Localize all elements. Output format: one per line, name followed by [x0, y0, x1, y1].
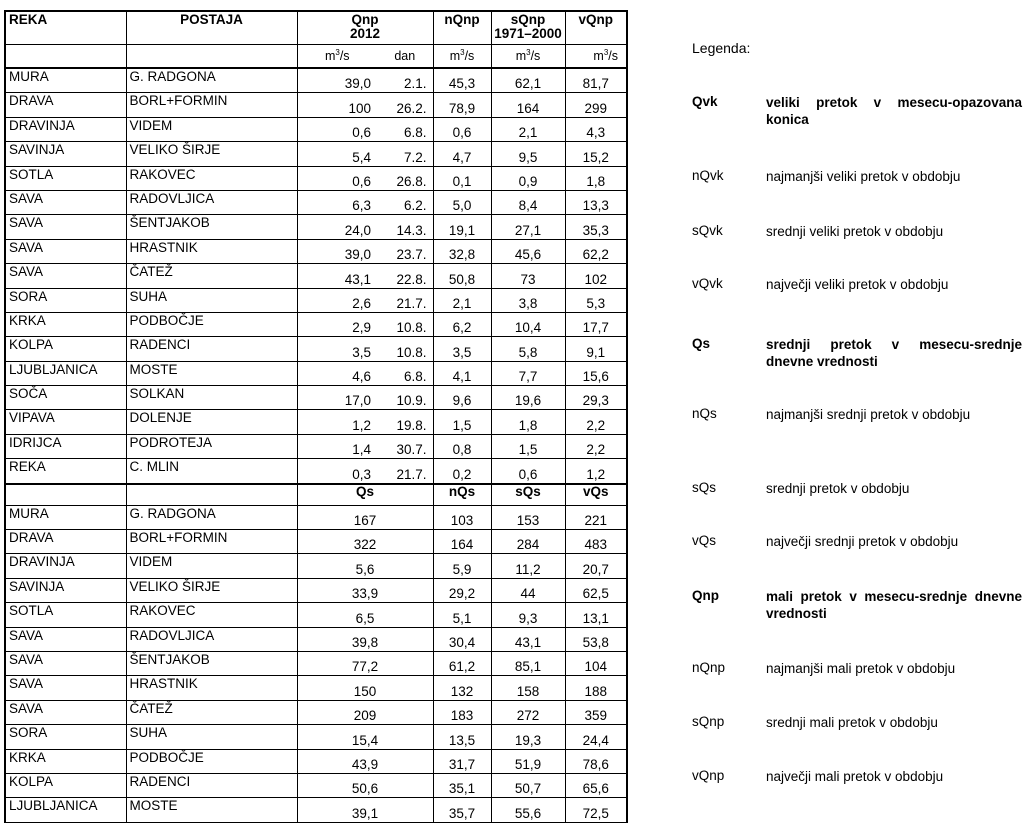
cell-postaja: SUHA [126, 288, 297, 312]
header-qnp-year: 2012 [349, 26, 381, 41]
cell-nqnp: 19,1 [433, 215, 491, 239]
header-qs: Qs [297, 484, 433, 506]
cell-vqs: 483 [565, 530, 627, 554]
qs-rows [5, 505, 627, 822]
cell-vqnp: 9,1 [565, 337, 627, 361]
cell-dan: 21.7. [377, 288, 433, 312]
cell-postaja: MOSTE [126, 361, 297, 385]
cell-qs: 15,4 [297, 725, 433, 749]
cell-dan: 10.8. [377, 312, 433, 336]
cell-sqnp: 45,6 [491, 239, 565, 263]
header-vqnp: vQnp [565, 11, 627, 45]
cell-nqnp: 9,6 [433, 386, 491, 410]
cell-qs: 167 [297, 505, 433, 529]
legend-description: srednji pretok v mesecu-srednje dnevne vrednosti [766, 337, 1022, 369]
cell-vqnp: 35,3 [565, 215, 627, 239]
cell-vqs: 65,6 [565, 773, 627, 797]
cell-postaja: HRASTNIK [126, 239, 297, 263]
cell-reka: KRKA [5, 312, 126, 336]
unit-m: m [515, 49, 527, 63]
cell-sqnp: 3,8 [491, 288, 565, 312]
header-nqnp: nQnp [433, 11, 491, 45]
qs-header-blank [126, 484, 297, 506]
legend-code: vQnp [692, 768, 725, 783]
legend-code: Qvk [692, 94, 718, 109]
cell-qs: 209 [297, 700, 433, 724]
cell-qnp: 2,6 [297, 288, 377, 312]
cell-reka: DRAVA [5, 93, 126, 117]
cell-postaja: HRASTNIK [126, 676, 297, 700]
cell-qnp: 1,4 [297, 434, 377, 458]
cell-vqnp: 1,8 [565, 166, 627, 190]
cell-sqnp: 27,1 [491, 215, 565, 239]
header-sqnp [491, 11, 565, 45]
cell-sqnp: 2,1 [491, 117, 565, 141]
cell-nqnp: 4,1 [433, 361, 491, 385]
cell-nqnp: 0,1 [433, 166, 491, 190]
cell-nqnp: 32,8 [433, 239, 491, 263]
cell-qnp: 0,6 [297, 117, 377, 141]
cell-sqnp: 8,4 [491, 190, 565, 214]
cell-reka: SOTLA [5, 603, 126, 627]
cell-qnp: 100 [297, 93, 377, 117]
unit-s: /s [608, 49, 618, 63]
cell-postaja: MOSTE [126, 798, 297, 822]
cell-nqnp: 45,3 [433, 68, 491, 93]
cell-postaja: ŠENTJAKOB [126, 651, 297, 675]
cell-nqs: 5,9 [433, 554, 491, 578]
cell-qnp: 39,0 [297, 68, 377, 93]
cell-nqnp: 0,6 [433, 117, 491, 141]
legend-code: vQs [692, 533, 717, 548]
legend-description: mali pretok v mesecu-srednje dnevne vrednosti [766, 589, 1022, 621]
cell-sqs: 19,3 [491, 725, 565, 749]
cell-vqs: 53,8 [565, 627, 627, 651]
header-sqnp-label: sQnp [510, 12, 546, 27]
cell-dan: 30.7. [377, 434, 433, 458]
cell-vqnp: 299 [565, 93, 627, 117]
cell-vqnp: 13,3 [565, 190, 627, 214]
table-row [5, 142, 627, 166]
cell-qnp: 2,9 [297, 312, 377, 336]
cell-postaja: RADENCI [126, 337, 297, 361]
cell-sqnp: 0,9 [491, 166, 565, 190]
cell-reka: REKA [5, 459, 126, 484]
cell-nqs: 31,7 [433, 749, 491, 773]
cell-sqs: 50,7 [491, 773, 565, 797]
cell-vqs: 221 [565, 505, 627, 529]
cell-qnp: 6,3 [297, 190, 377, 214]
legend-description: srednji pretok v obdobju [766, 481, 910, 496]
cell-sqs: 43,1 [491, 627, 565, 651]
legend-description: najmanjši veliki pretok v obdobju [766, 169, 961, 184]
legend-description: srednji mali pretok v obdobju [766, 715, 938, 730]
cell-postaja: VIDEM [126, 554, 297, 578]
cell-postaja: G. RADGONA [126, 68, 297, 93]
table-row [5, 725, 627, 749]
table-row [5, 627, 627, 651]
cell-postaja: DOLENJE [126, 410, 297, 434]
cell-reka: SAVA [5, 239, 126, 263]
unit-s: /s [339, 49, 350, 63]
table-row [5, 312, 627, 336]
cell-nqs: 35,7 [433, 798, 491, 822]
cell-reka: SORA [5, 725, 126, 749]
legend-title: Legenda: [692, 40, 751, 56]
table-row [5, 361, 627, 385]
table-row [5, 505, 627, 529]
cell-postaja: VIDEM [126, 117, 297, 141]
cell-reka: SAVA [5, 264, 126, 288]
cell-vqs: 62,5 [565, 578, 627, 602]
cell-dan: 21.7. [377, 459, 433, 484]
cell-reka: SAVINJA [5, 142, 126, 166]
cell-postaja: PODBOČJE [126, 749, 297, 773]
cell-vqnp: 102 [565, 264, 627, 288]
cell-dan: 10.8. [377, 337, 433, 361]
cell-dan: 6.8. [377, 117, 433, 141]
header-reka: REKA [5, 11, 126, 45]
cell-reka: SAVINJA [5, 578, 126, 602]
table-row [5, 749, 627, 773]
qs-header-row [5, 484, 627, 506]
cell-qs: 77,2 [297, 651, 433, 675]
table-row [5, 459, 627, 484]
cell-sqnp: 62,1 [491, 68, 565, 93]
qnp-rows [5, 68, 627, 484]
cell-vqs: 78,6 [565, 749, 627, 773]
cell-qnp: 24,0 [297, 215, 377, 239]
cell-dan: 26.2. [377, 93, 433, 117]
cell-sqnp: 9,5 [491, 142, 565, 166]
cell-sqnp: 164 [491, 93, 565, 117]
table-units-row [5, 45, 627, 69]
table-row [5, 530, 627, 554]
cell-sqs: 85,1 [491, 651, 565, 675]
cell-reka: DRAVA [5, 530, 126, 554]
cell-vqnp: 4,3 [565, 117, 627, 141]
cell-vqnp: 1,2 [565, 459, 627, 484]
cell-postaja: VELIKO ŠIRJE [126, 142, 297, 166]
cell-postaja: SOLKAN [126, 386, 297, 410]
cell-postaja: BORL+FORMIN [126, 93, 297, 117]
table-row [5, 386, 627, 410]
unit-qnp [297, 45, 377, 69]
cell-nqs: 13,5 [433, 725, 491, 749]
cell-sqnp: 1,8 [491, 410, 565, 434]
cell-nqnp: 5,0 [433, 190, 491, 214]
table-header-row [5, 11, 627, 45]
cell-postaja: ČATEŽ [126, 700, 297, 724]
legend-description: največji mali pretok v obdobju [766, 769, 944, 784]
cell-reka: MURA [5, 505, 126, 529]
unit-sqnp [491, 45, 565, 69]
cell-qs: 39,8 [297, 627, 433, 651]
cell-reka: IDRIJCA [5, 434, 126, 458]
unit-s: /s [464, 49, 475, 63]
cell-vqnp: 15,6 [565, 361, 627, 385]
unit-s: /s [530, 49, 541, 63]
cell-nqs: 30,4 [433, 627, 491, 651]
cell-vqs: 72,5 [565, 798, 627, 822]
cell-reka: KOLPA [5, 337, 126, 361]
cell-sqs: 158 [491, 676, 565, 700]
cell-vqs: 104 [565, 651, 627, 675]
table-row [5, 166, 627, 190]
cell-sqnp: 1,5 [491, 434, 565, 458]
cell-sqnp: 7,7 [491, 361, 565, 385]
unit-exp: 3 [460, 48, 465, 57]
cell-reka: SORA [5, 288, 126, 312]
cell-qs: 150 [297, 676, 433, 700]
cell-vqs: 359 [565, 700, 627, 724]
cell-qs: 50,6 [297, 773, 433, 797]
cell-postaja: ŠENTJAKOB [126, 215, 297, 239]
legend-code: sQs [692, 480, 717, 495]
header-sqnp-period: 1971–2000 [494, 26, 562, 41]
table-row [5, 603, 627, 627]
cell-postaja: ČATEŽ [126, 264, 297, 288]
table-row [5, 554, 627, 578]
cell-qnp: 3,5 [297, 337, 377, 361]
header-sqs: sQs [491, 484, 565, 506]
cell-sqnp: 10,4 [491, 312, 565, 336]
cell-postaja: RADOVLJICA [126, 190, 297, 214]
cell-postaja: RAKOVEC [126, 603, 297, 627]
legend-code: nQnp [692, 660, 726, 675]
cell-sqs: 153 [491, 505, 565, 529]
cell-postaja: RADOVLJICA [126, 627, 297, 651]
header-nqs: nQs [433, 484, 491, 506]
unit-exp: 3 [603, 48, 609, 57]
legend-description: najmanjši srednji pretok v obdobju [766, 407, 971, 422]
cell-reka: SAVA [5, 215, 126, 239]
units-blank [5, 45, 126, 69]
cell-nqnp: 3,5 [433, 337, 491, 361]
cell-qnp: 0,6 [297, 166, 377, 190]
cell-dan: 23.7. [377, 239, 433, 263]
cell-nqs: 164 [433, 530, 491, 554]
cell-nqnp: 1,5 [433, 410, 491, 434]
table-row [5, 215, 627, 239]
table-row [5, 117, 627, 141]
cell-postaja: BORL+FORMIN [126, 530, 297, 554]
cell-qs: 5,6 [297, 554, 433, 578]
cell-reka: KRKA [5, 749, 126, 773]
cell-reka: SOTLA [5, 166, 126, 190]
cell-sqs: 44 [491, 578, 565, 602]
legend-code: Qnp [692, 588, 719, 603]
table-row [5, 651, 627, 675]
header-qnp-label: Qnp [351, 12, 379, 27]
cell-sqnp: 5,8 [491, 337, 565, 361]
cell-dan: 19.8. [377, 410, 433, 434]
table-row [5, 700, 627, 724]
table-row [5, 434, 627, 458]
cell-nqs: 103 [433, 505, 491, 529]
cell-reka: LJUBLJANICA [5, 798, 126, 822]
cell-dan: 26.8. [377, 166, 433, 190]
cell-reka: SAVA [5, 651, 126, 675]
cell-postaja: VELIKO ŠIRJE [126, 578, 297, 602]
legend-description: veliki pretok v mesecu-opazovana konica [766, 95, 1022, 127]
cell-sqs: 51,9 [491, 749, 565, 773]
cell-qs: 322 [297, 530, 433, 554]
cell-postaja: G. RADGONA [126, 505, 297, 529]
unit-m: m [324, 49, 336, 63]
unit-nqnp [433, 45, 491, 69]
cell-nqnp: 4,7 [433, 142, 491, 166]
cell-postaja: SUHA [126, 725, 297, 749]
cell-vqnp: 2,2 [565, 434, 627, 458]
legend-description: največji veliki pretok v obdobju [766, 277, 949, 292]
cell-sqnp: 73 [491, 264, 565, 288]
cell-vqnp: 2,2 [565, 410, 627, 434]
cell-qs: 43,9 [297, 749, 433, 773]
table-row [5, 239, 627, 263]
cell-sqs: 284 [491, 530, 565, 554]
cell-postaja: RADENCI [126, 773, 297, 797]
legend-code: vQvk [692, 276, 723, 291]
cell-nqnp: 50,8 [433, 264, 491, 288]
cell-nqs: 5,1 [433, 603, 491, 627]
cell-reka: SOČA [5, 386, 126, 410]
cell-vqnp: 17,7 [565, 312, 627, 336]
cell-vqnp: 81,7 [565, 68, 627, 93]
table-row [5, 798, 627, 822]
cell-reka: KOLPA [5, 773, 126, 797]
qs-header-blank [5, 484, 126, 506]
legend-code: sQvk [692, 223, 723, 238]
table-row [5, 68, 627, 93]
cell-sqs: 11,2 [491, 554, 565, 578]
unit-vqnp [565, 45, 627, 69]
legend-description: največji srednji pretok v obdobju [766, 534, 959, 549]
legend-description: najmanjši mali pretok v obdobju [766, 661, 956, 676]
cell-vqs: 20,7 [565, 554, 627, 578]
unit-exp: 3 [335, 48, 340, 57]
cell-nqs: 29,2 [433, 578, 491, 602]
cell-vqnp: 29,3 [565, 386, 627, 410]
unit-dan: dan [377, 45, 433, 69]
cell-qnp: 5,4 [297, 142, 377, 166]
cell-sqs: 272 [491, 700, 565, 724]
legend-code: sQnp [692, 714, 725, 729]
cell-qnp: 17,0 [297, 386, 377, 410]
cell-sqs: 55,6 [491, 798, 565, 822]
cell-qs: 33,9 [297, 578, 433, 602]
table-row [5, 773, 627, 797]
table-row [5, 288, 627, 312]
legend-code: nQvk [692, 168, 724, 183]
cell-dan: 6.2. [377, 190, 433, 214]
cell-reka: SAVA [5, 700, 126, 724]
legend-description: srednji veliki pretok v obdobju [766, 224, 944, 239]
cell-qnp: 4,6 [297, 361, 377, 385]
flow-table [4, 10, 628, 823]
cell-dan: 2.1. [377, 68, 433, 93]
table-row [5, 410, 627, 434]
cell-dan: 14.3. [377, 215, 433, 239]
cell-nqnp: 0,2 [433, 459, 491, 484]
cell-nqnp: 2,1 [433, 288, 491, 312]
cell-qnp: 43,1 [297, 264, 377, 288]
cell-dan: 6.8. [377, 361, 433, 385]
cell-reka: DRAVINJA [5, 117, 126, 141]
table-row [5, 190, 627, 214]
cell-dan: 7.2. [377, 142, 433, 166]
cell-vqnp: 15,2 [565, 142, 627, 166]
cell-vqs: 13,1 [565, 603, 627, 627]
cell-reka: SAVA [5, 676, 126, 700]
cell-sqs: 9,3 [491, 603, 565, 627]
table-row [5, 264, 627, 288]
legend-code: Qs [692, 336, 711, 351]
cell-postaja: RAKOVEC [126, 166, 297, 190]
cell-nqnp: 0,8 [433, 434, 491, 458]
cell-nqs: 35,1 [433, 773, 491, 797]
table-row [5, 676, 627, 700]
cell-postaja: C. MLIN [126, 459, 297, 484]
cell-nqnp: 6,2 [433, 312, 491, 336]
cell-vqnp: 62,2 [565, 239, 627, 263]
cell-nqs: 61,2 [433, 651, 491, 675]
cell-reka: SAVA [5, 627, 126, 651]
cell-nqs: 183 [433, 700, 491, 724]
cell-nqs: 132 [433, 676, 491, 700]
cell-dan: 10.9. [377, 386, 433, 410]
cell-vqnp: 5,3 [565, 288, 627, 312]
cell-qs: 39,1 [297, 798, 433, 822]
cell-reka: LJUBLJANICA [5, 361, 126, 385]
cell-reka: VIPAVA [5, 410, 126, 434]
header-qnp [297, 11, 433, 45]
header-postaja: POSTAJA [126, 11, 297, 45]
table-row [5, 578, 627, 602]
cell-qnp: 1,2 [297, 410, 377, 434]
cell-vqs: 188 [565, 676, 627, 700]
cell-qnp: 39,0 [297, 239, 377, 263]
cell-postaja: PODBOČJE [126, 312, 297, 336]
cell-qnp: 0,3 [297, 459, 377, 484]
legend-code: nQs [692, 406, 717, 421]
cell-nqnp: 78,9 [433, 93, 491, 117]
table-row [5, 93, 627, 117]
unit-m: m [593, 49, 604, 63]
cell-qs: 6,5 [297, 603, 433, 627]
header-vqs: vQs [565, 484, 627, 506]
cell-dan: 22.8. [377, 264, 433, 288]
units-blank [126, 45, 297, 69]
unit-exp: 3 [526, 48, 531, 57]
cell-sqnp: 0,6 [491, 459, 565, 484]
cell-reka: MURA [5, 68, 126, 93]
table-row [5, 337, 627, 361]
cell-postaja: PODROTEJA [126, 434, 297, 458]
cell-sqnp: 19,6 [491, 386, 565, 410]
cell-vqs: 24,4 [565, 725, 627, 749]
cell-reka: SAVA [5, 190, 126, 214]
cell-reka: DRAVINJA [5, 554, 126, 578]
unit-m: m [449, 49, 461, 63]
